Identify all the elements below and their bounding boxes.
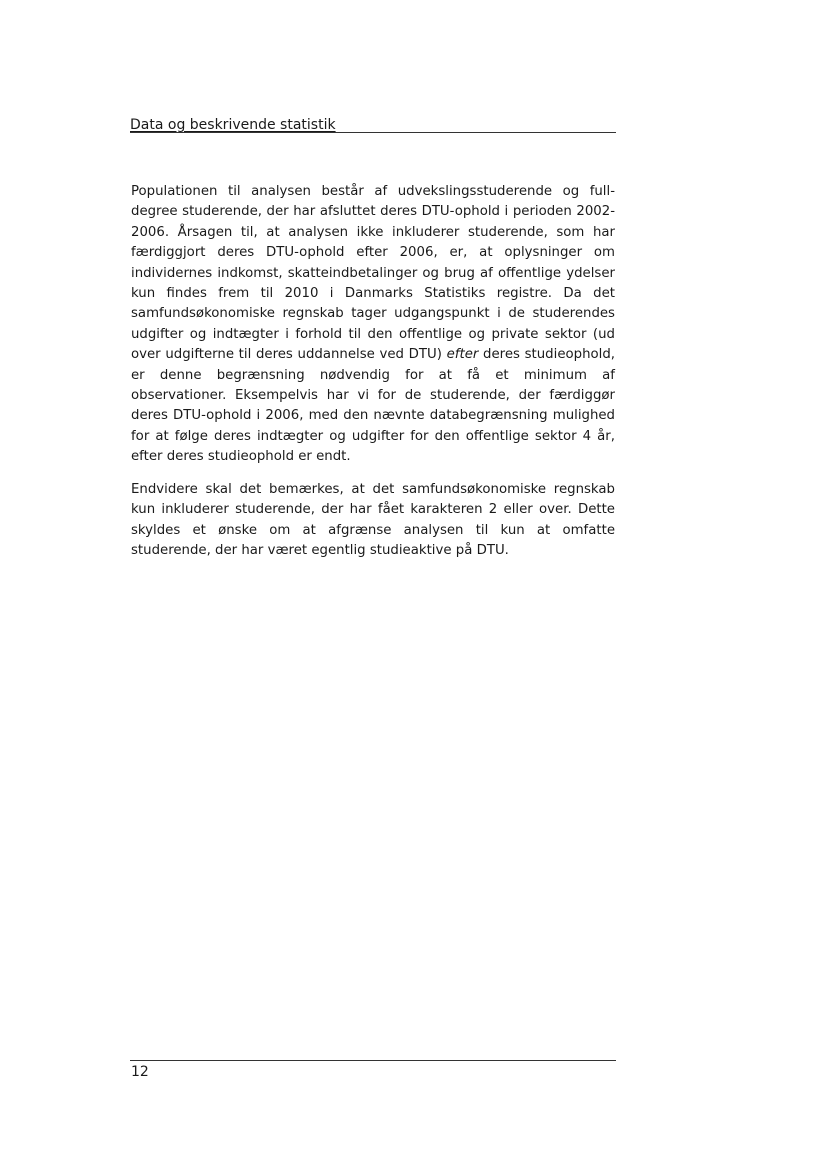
paragraph-1 <box>131 182 615 468</box>
paragraph-1-text-2: deres studieophold, er denne begrænsning nødvendig for at få et minimum af observationer. Eksempelvis har vi for de studerende, der færdiggør deres DTU-ophold i 2006, med den nævnte databegrænsning mulighed for at følge deres indtægter og udgifter for den offentlige sektor 4 år, efter deres studieophold er endt. <box>131 347 615 465</box>
paragraph-2 <box>131 480 615 562</box>
page-number: 12 <box>131 1064 149 1080</box>
header-rule <box>130 132 616 133</box>
paragraph-2-text: Endvidere skal det bemærkes, at det samfundsøkonomiske regnskab kun inkluderer studerende, der har fået karakteren 2 eller over. Dette skyldes et ønske om at afgrænse analysen til kun at omfatte studerende, der har været egentlig studieaktive på DTU. <box>131 481 615 558</box>
paragraph-1-text-1: Populationen til analysen består af udvekslingsstuderende og full-degree studerende, der har afsluttet deres DTU-ophold i perioden 2002-2006. Årsagen til, at analysen ikke inkluderer studerende, som har færdiggjort deres DTU-ophold efter 2006, er, at oplysninger om individernes indkomst, skatteindbetalinger og brug af offentlige ydelser kun findes frem til 2010 i Danmarks Statistiks registre. Da det samfundsøkonomiske regnskab tager udgangspunkt i de studerendes udgifter og indtægter i forhold til den offentlige og private sektor (ud over udgifterne til deres uddannelse ved DTU) <box>131 184 615 363</box>
body-text <box>131 182 615 573</box>
section-title: Data og beskrivende statistik <box>130 117 336 133</box>
footer-rule <box>130 1060 616 1061</box>
emphasis-efter: efter <box>446 347 479 363</box>
